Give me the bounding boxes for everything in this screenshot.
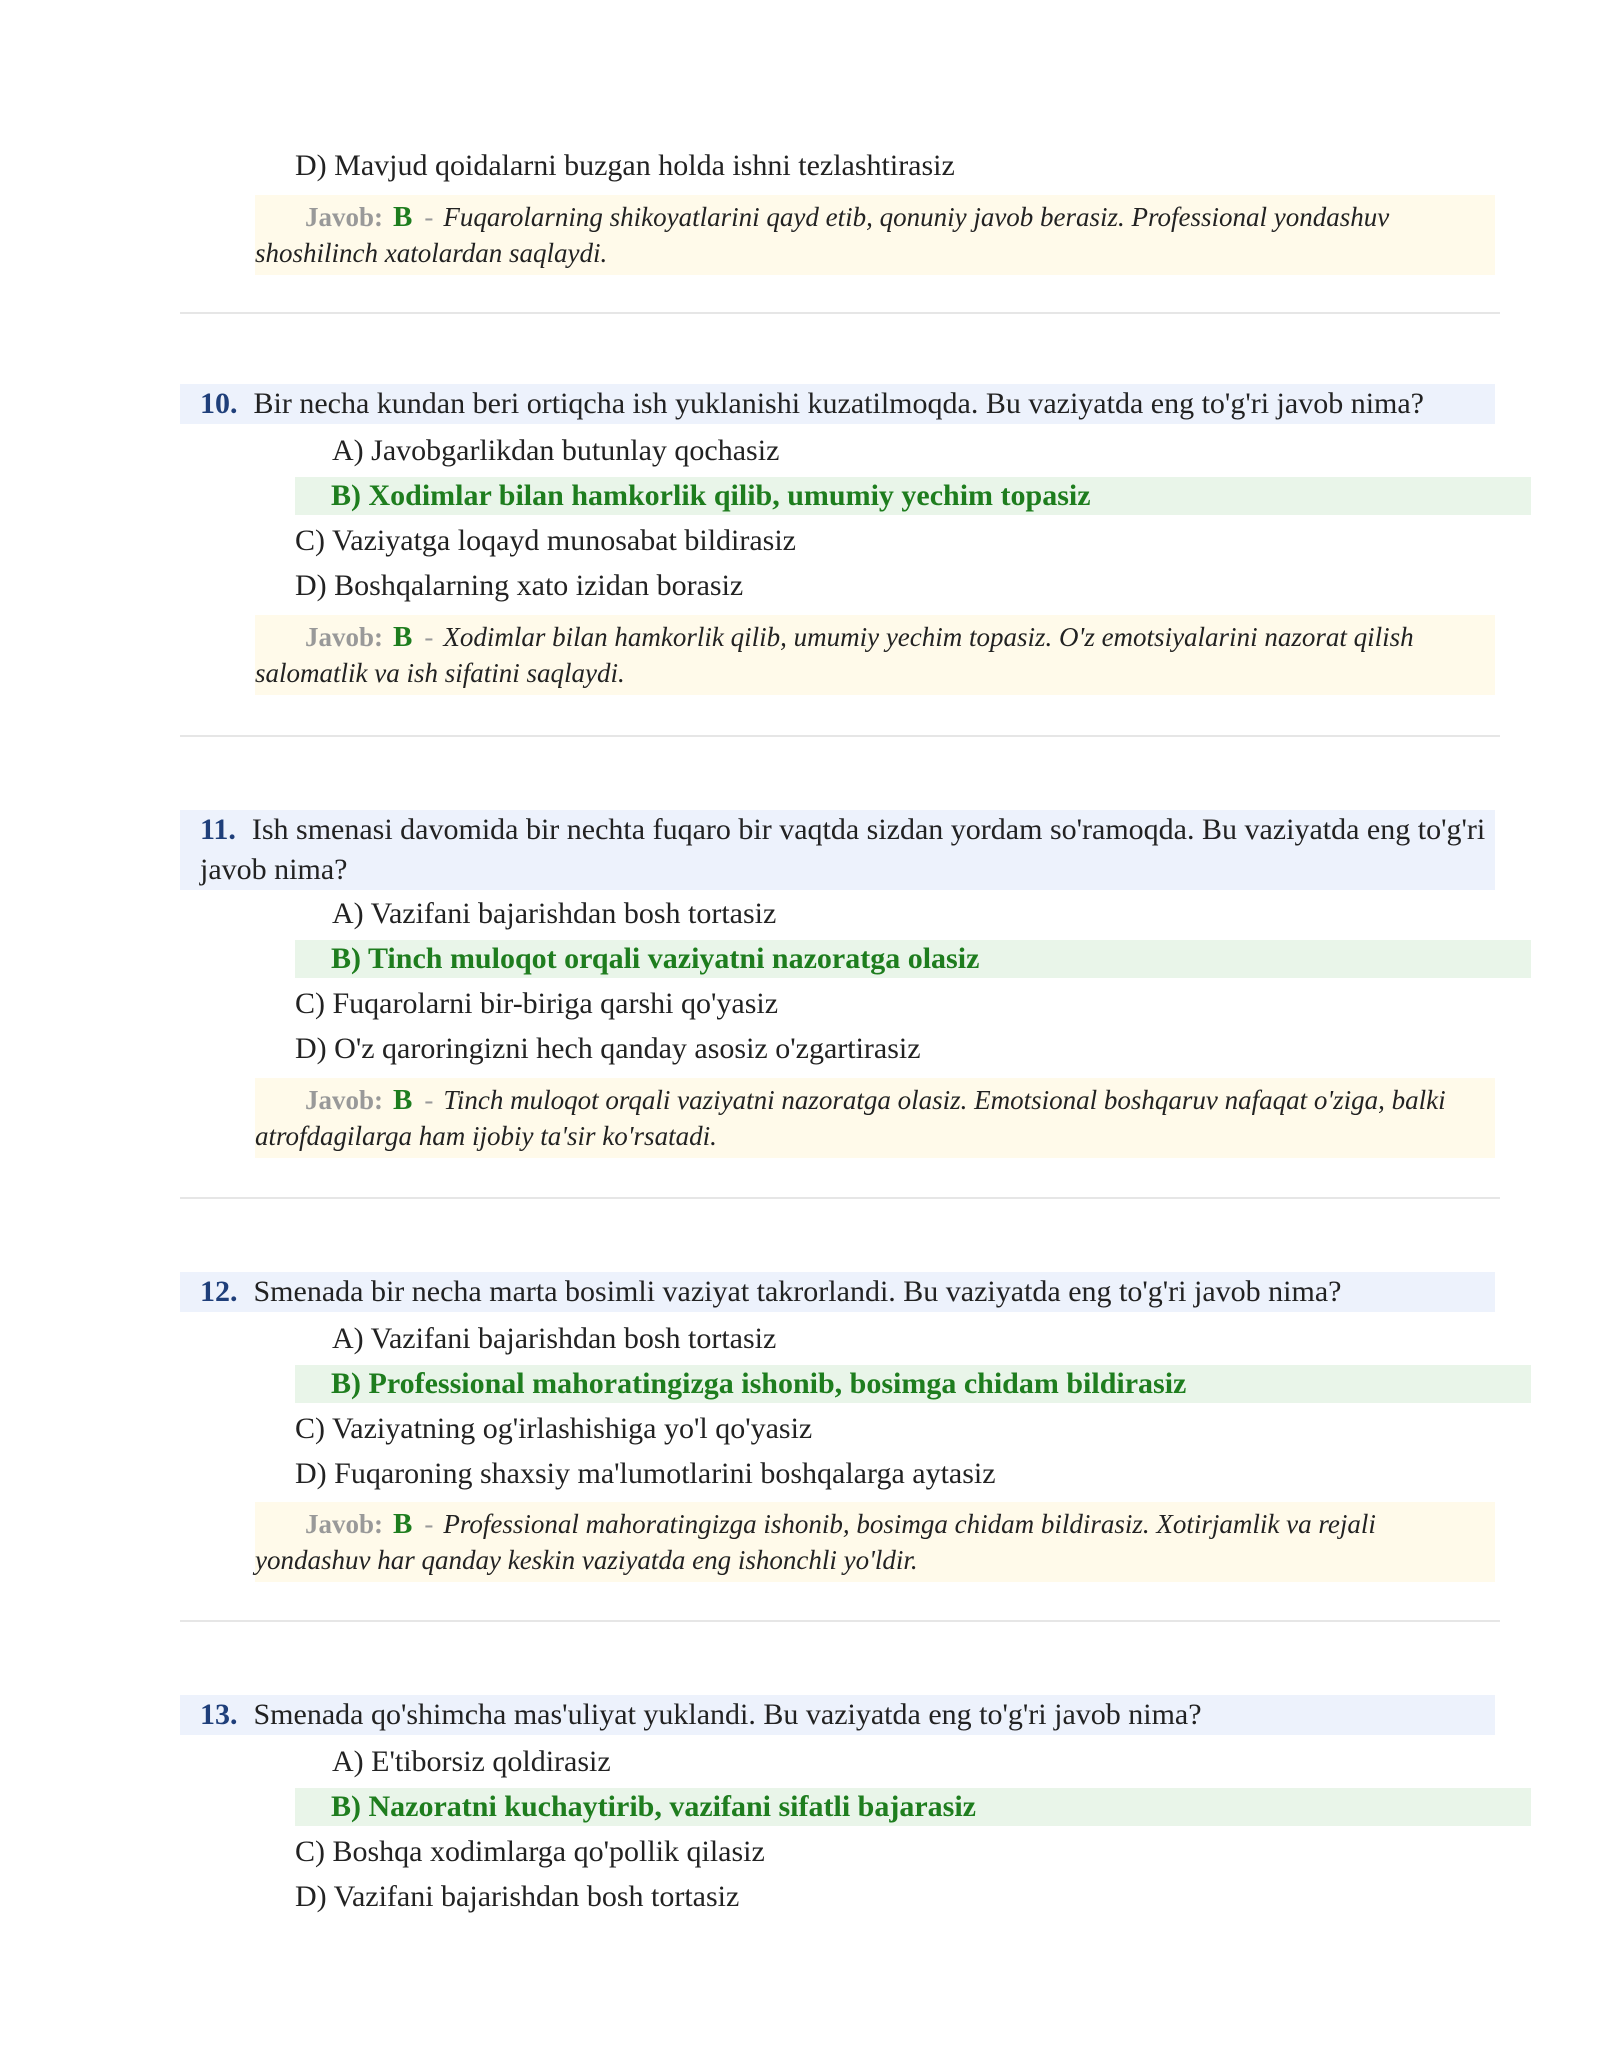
divider	[180, 312, 1500, 314]
q13-option-a: A) E'tiborsiz qoldirasiz	[332, 1745, 611, 1778]
answer-letter: B	[393, 621, 413, 653]
q13-option-b-correct: B) Nazoratni kuchaytirib, vazifani sifatli bajarasiz	[295, 1788, 1531, 1826]
answer-letter: B	[393, 1508, 413, 1540]
q10-option-d: D) Boshqalarning xato izidan borasiz	[295, 569, 744, 602]
answer-letter: B	[393, 201, 413, 233]
q12-option-b-correct: B) Professional mahoratingizga ishonib, bosimga chidam bildirasiz	[295, 1365, 1531, 1403]
q11-option-b-correct: B) Tinch muloqot orqali vaziyatni nazoratga olasiz	[295, 940, 1531, 978]
divider	[180, 1620, 1500, 1622]
q13-option-d: D) Vazifani bajarishdan bosh tortasiz	[295, 1880, 740, 1913]
q11-option-c: C) Fuqarolarni bir-biriga qarshi qo'yasiz	[295, 987, 779, 1020]
divider	[180, 735, 1500, 737]
divider	[180, 1197, 1500, 1199]
q10-option-b-correct: B) Xodimlar bilan hamkorlik qilib, umumiy yechim topasiz	[295, 477, 1531, 515]
answer-explanation: Tinch muloqot orqali vaziyatni nazoratga olasiz. Emotsional boshqaruv nafaqat o'ziga, balki atrofdagilarga ham ijobiy ta'sir ko'rsatadi.	[255, 1085, 1446, 1151]
answer-label: Javob:	[305, 202, 384, 232]
answer-explanation: Professional mahoratingizga ishonib, bosimga chidam bildirasiz. Xotirjamlik va rejali yondashuv har qanday keskin vaziyatda eng ishonchli yo'ldir.	[255, 1509, 1376, 1575]
question-text: Ish smenasi davomida bir nechta fuqaro bir vaqtda sizdan yordam so'ramoqda. Bu vaziyatda eng to'g'ri javob nima?	[200, 813, 1486, 886]
question-text: Smenada bir necha marta bosimli vaziyat takrorlandi. Bu vaziyatda eng to'g'ri javob nima?	[253, 1275, 1342, 1308]
q9-answer-box	[255, 195, 1495, 275]
answer-dash: -	[424, 1509, 434, 1539]
q11-option-a: A) Vazifani bajarishdan bosh tortasiz	[332, 897, 777, 930]
answer-letter: B	[393, 1084, 413, 1116]
answer-dash: -	[424, 1085, 434, 1115]
q12-option-d: D) Fuqaroning shaxsiy ma'lumotlarini boshqalarga aytasiz	[295, 1457, 996, 1490]
q13-question	[180, 1695, 1495, 1735]
q9-option-d: D) Mavjud qoidalarni buzgan holda ishni tezlashtirasiz	[295, 149, 955, 182]
question-number: 12.	[200, 1275, 238, 1308]
question-text: Bir necha kundan beri ortiqcha ish yuklanishi kuzatilmoqda. Bu vaziyatda eng to'g'ri javob nima?	[253, 387, 1424, 420]
answer-dash: -	[424, 622, 434, 652]
q10-option-c: C) Vaziyatga loqayd munosabat bildirasiz	[295, 524, 796, 557]
question-number: 11.	[200, 813, 236, 846]
q11-option-d: D) O'z qaroringizni hech qanday asosiz o'zgartirasiz	[295, 1032, 921, 1065]
answer-label: Javob:	[305, 1085, 384, 1115]
question-number: 10.	[200, 387, 238, 420]
question-text: Smenada qo'shimcha mas'uliyat yuklandi. Bu vaziyatda eng to'g'ri javob nima?	[253, 1698, 1202, 1731]
q12-question	[180, 1272, 1495, 1312]
q11-answer-box	[255, 1078, 1495, 1158]
q13-option-c: C) Boshqa xodimlarga qo'pollik qilasiz	[295, 1835, 765, 1868]
answer-label: Javob:	[305, 622, 384, 652]
q10-question	[180, 384, 1495, 424]
q10-answer-box	[255, 615, 1495, 695]
question-number: 13.	[200, 1698, 238, 1731]
answer-label: Javob:	[305, 1509, 384, 1539]
q12-option-a: A) Vazifani bajarishdan bosh tortasiz	[332, 1322, 777, 1355]
answer-explanation: Fuqarolarning shikoyatlarini qayd etib, qonuniy javob berasiz. Professional yondashuv shoshilinch xatolardan saqlaydi.	[255, 202, 1390, 268]
answer-explanation: Xodimlar bilan hamkorlik qilib, umumiy yechim topasiz. O'z emotsiyalarini nazorat qilish salomatlik va ish sifatini saqlaydi.	[255, 622, 1414, 688]
q12-option-c: C) Vaziyatning og'irlashishiga yo'l qo'yasiz	[295, 1412, 813, 1445]
q10-option-a: A) Javobgarlikdan butunlay qochasiz	[332, 434, 780, 467]
q11-question	[180, 810, 1495, 890]
q12-answer-box	[255, 1502, 1495, 1582]
answer-dash: -	[424, 202, 434, 232]
